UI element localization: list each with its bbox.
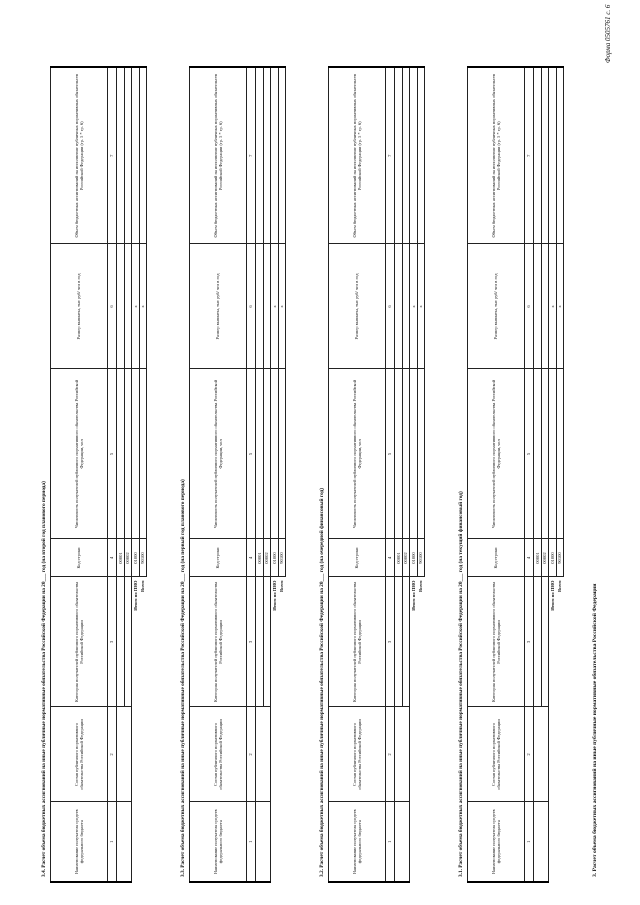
col-header-payment: Размер выплаты, тыс руб/ чел в год: [51, 244, 108, 369]
section-3-4: [39, 68, 147, 883]
col-number: 6: [247, 244, 256, 369]
cell-volume: [417, 67, 425, 244]
cell-count: [534, 369, 542, 539]
cell-volume: [402, 67, 410, 244]
x-mark: х: [549, 244, 557, 369]
x-mark: х: [417, 244, 425, 369]
total-code: 01000: [271, 539, 279, 577]
col-number: 7: [525, 67, 534, 244]
cell-category: [263, 577, 271, 707]
col-number: 1: [108, 802, 117, 882]
col-header-category: Категория получателей публичного нормативного обязательства Российской Федерации: [468, 577, 525, 707]
total-code: 01000: [132, 539, 140, 577]
total-label: Итого по ПНО: [271, 580, 277, 611]
col-number: 3: [247, 577, 256, 707]
grand-total-label: Всего: [557, 580, 563, 592]
cell-category: [124, 577, 132, 707]
cell-volume: [263, 67, 271, 244]
col-header-count: Численность получателей публичного нормативного обязательства Российской Федерации, чел: [190, 369, 247, 539]
cell-volume: [541, 67, 549, 244]
cell-recipient: [256, 802, 271, 882]
grand-total-row: [556, 67, 564, 882]
col-header-count: Численность получателей публичного нормативного обязательства Российской Федерации, чел: [51, 369, 108, 539]
cell-volume: [410, 67, 418, 244]
col-header-payment: Размер выплаты, тыс руб/ чел в год: [329, 244, 386, 369]
cell-count: [395, 369, 403, 539]
grand-total-code: 90100: [139, 539, 147, 577]
cell-payment: [534, 244, 542, 369]
col-number: 2: [525, 707, 534, 802]
grand-total-code: 90100: [417, 539, 425, 577]
section-title: 3.2. Расчет объема бюджетных ассигнований на иные публичные нормативные обязательства Российской Федерации на 20___ год (на очередной финансовый год): [319, 487, 325, 877]
cell-count: [410, 369, 418, 539]
cell-category: [256, 577, 264, 707]
col-header-recipient: Наименование получателя средств федерального бюджета: [468, 802, 525, 882]
col-header-count: Численность получателей публичного нормативного обязательства Российской Федерации, чел: [329, 369, 386, 539]
col-number: 7: [108, 67, 117, 244]
cell-line-code: 00002: [263, 539, 271, 577]
grand-total-label: Всего: [279, 580, 285, 592]
cell-composition: [534, 707, 549, 802]
col-header-line-code: Код строки: [190, 539, 247, 577]
col-number: 3: [386, 577, 395, 707]
cell-count: [556, 369, 564, 539]
col-header-category: Категория получателей публичного нормативного обязательства Российской Федерации: [190, 577, 247, 707]
col-number: 4: [108, 539, 117, 577]
cell-count: [256, 369, 264, 539]
cell-volume: [549, 67, 557, 244]
cell-category: [402, 577, 410, 707]
col-number: 1: [386, 802, 395, 882]
col-number: 1: [525, 802, 534, 882]
col-number: 5: [386, 369, 395, 539]
main-heading: 3. Расчет объема бюджетных ассигнований на иные публичные нормативные обязательства Российской Федерации: [592, 583, 598, 877]
calc-table: [328, 66, 425, 883]
cell-payment: [541, 244, 549, 369]
col-header-volume: Объем бюджетных ассигнований на исполнение публичных нормативных обязательств Российской Федерации (гр. 5 * гр. 6): [329, 67, 386, 244]
cell-count: [271, 369, 279, 539]
cell-volume: [534, 67, 542, 244]
x-mark: х: [132, 244, 140, 369]
cell-line-code: 00001: [256, 539, 264, 577]
cell-count: [278, 369, 286, 539]
cell-count: [139, 369, 147, 539]
cell-line-code: 00002: [124, 539, 132, 577]
cell-payment: [117, 244, 125, 369]
col-number: 3: [108, 577, 117, 707]
section-title: 3.4. Расчет объема бюджетных ассигнований на иные публичные нормативные обязательства Российской Федерации на 20___ год (на второй год планового периода): [41, 481, 47, 877]
total-row-ps: [271, 67, 279, 882]
cell-payment: [263, 244, 271, 369]
col-number: 2: [247, 707, 256, 802]
cell-recipient: [534, 802, 549, 882]
form-number: Форма 0505761 с. 6: [604, 4, 612, 63]
col-header-composition: Состав публичного нормативного обязательства Российской Федерации: [329, 707, 386, 802]
table-row: [534, 67, 542, 882]
cell-payment: [256, 244, 264, 369]
col-header-composition: Состав публичного нормативного обязательства Российской Федерации: [468, 707, 525, 802]
cell-category: [541, 577, 549, 707]
col-header-recipient: Наименование получателя средств федерального бюджета: [329, 802, 386, 882]
total-label: Итого по ПНО: [132, 580, 138, 611]
total-label: Итого по ПНО: [410, 580, 416, 611]
total-row-ps: [410, 67, 418, 882]
total-row-ps: [132, 67, 140, 882]
cell-count: [402, 369, 410, 539]
cell-composition: [256, 707, 271, 802]
col-header-recipient: Наименование получателя средств федерального бюджета: [190, 802, 247, 882]
col-header-volume: Объем бюджетных ассигнований на исполнение публичных нормативных обязательств Российской Федерации (гр. 5 * гр. 6): [468, 67, 525, 244]
col-number: 1: [247, 802, 256, 882]
col-header-recipient: Наименование получателя средств федерального бюджета: [51, 802, 108, 882]
cell-volume: [271, 67, 279, 244]
col-number: 7: [247, 67, 256, 244]
col-number: 6: [108, 244, 117, 369]
cell-volume: [556, 67, 564, 244]
x-mark: х: [139, 244, 147, 369]
col-number: 4: [525, 539, 534, 577]
cell-payment: [124, 244, 132, 369]
cell-line-code: 00001: [117, 539, 125, 577]
total-code: 01000: [410, 539, 418, 577]
col-header-volume: Объем бюджетных ассигнований на исполнение публичных нормативных обязательств Российской Федерации (гр. 5 * гр. 6): [51, 67, 108, 244]
cell-payment: [402, 244, 410, 369]
col-header-line-code: Код строки: [329, 539, 386, 577]
cell-volume: [395, 67, 403, 244]
table-row: [117, 67, 125, 882]
section-title: 3.3. Расчет объема бюджетных ассигнований на иные публичные нормативные обязательства Российской Федерации на 20___ год (на первый год планового периода): [180, 479, 186, 877]
total-code: 01000: [549, 539, 557, 577]
col-number: 5: [525, 369, 534, 539]
section-3-1: [456, 68, 564, 883]
cell-volume: [132, 67, 140, 244]
grand-total-row: [278, 67, 286, 882]
grand-total-code: 90100: [556, 539, 564, 577]
cell-volume: [139, 67, 147, 244]
cell-count: [417, 369, 425, 539]
col-header-count: Численность получателей публичного нормативного обязательства Российской Федерации, чел: [468, 369, 525, 539]
col-number: 7: [386, 67, 395, 244]
cell-count: [117, 369, 125, 539]
col-header-category: Категория получателей публичного нормативного обязательства Российской Федерации: [329, 577, 386, 707]
col-header-line-code: Код строки: [468, 539, 525, 577]
grand-total-row: [417, 67, 425, 882]
cell-count: [541, 369, 549, 539]
col-number: 6: [386, 244, 395, 369]
cell-count: [132, 369, 140, 539]
cell-recipient: [117, 802, 132, 882]
cell-composition: [395, 707, 410, 802]
cell-line-code: 00001: [534, 539, 542, 577]
col-number: 3: [525, 577, 534, 707]
col-number: 4: [247, 539, 256, 577]
col-header-payment: Размер выплаты, тыс руб/ чел в год: [190, 244, 247, 369]
col-number: 2: [386, 707, 395, 802]
col-header-volume: Объем бюджетных ассигнований на исполнение публичных нормативных обязательств Российской Федерации (гр. 5 * гр. 6): [190, 67, 247, 244]
cell-composition: [117, 707, 132, 802]
grand-total-code: 90100: [278, 539, 286, 577]
x-mark: х: [556, 244, 564, 369]
cell-count: [263, 369, 271, 539]
x-mark: х: [410, 244, 418, 369]
calc-table: [467, 66, 564, 883]
col-header-composition: Состав публичного нормативного обязательства Российской Федерации: [51, 707, 108, 802]
cell-category: [117, 577, 125, 707]
col-header-line-code: Код строки: [51, 539, 108, 577]
table-row: [256, 67, 264, 882]
cell-category: [395, 577, 403, 707]
cell-line-code: 00002: [402, 539, 410, 577]
col-number: 4: [386, 539, 395, 577]
cell-payment: [395, 244, 403, 369]
calc-table: [50, 66, 147, 883]
grand-total-label: Всего: [418, 580, 424, 592]
cell-line-code: 00002: [541, 539, 549, 577]
table-row: [395, 67, 403, 882]
section-3-2: [317, 68, 425, 883]
cell-volume: [124, 67, 132, 244]
col-header-composition: Состав публичного нормативного обязательства Российской Федерации: [190, 707, 247, 802]
x-mark: х: [278, 244, 286, 369]
x-mark: х: [271, 244, 279, 369]
cell-volume: [256, 67, 264, 244]
cell-line-code: 00001: [395, 539, 403, 577]
cell-count: [124, 369, 132, 539]
total-label: Итого по ПНО: [549, 580, 555, 611]
cell-count: [549, 369, 557, 539]
col-number: 2: [108, 707, 117, 802]
grand-total-label: Всего: [140, 580, 146, 592]
col-number: 6: [525, 244, 534, 369]
calc-table: [189, 66, 286, 883]
cell-recipient: [395, 802, 410, 882]
grand-total-row: [139, 67, 147, 882]
section-3-3: [178, 68, 286, 883]
cell-volume: [278, 67, 286, 244]
col-header-payment: Размер выплаты, тыс руб/ чел в год: [468, 244, 525, 369]
section-title: 3.1. Расчет объема бюджетных ассигнований на иные публичные нормативные обязательства Российской Федерации на 20___ год (на текущий финансовый год): [458, 491, 464, 877]
col-number: 5: [247, 369, 256, 539]
total-row-ps: [549, 67, 557, 882]
cell-volume: [117, 67, 125, 244]
col-header-category: Категория получателей публичного нормативного обязательства Российской Федерации: [51, 577, 108, 707]
cell-category: [534, 577, 542, 707]
col-number: 5: [108, 369, 117, 539]
